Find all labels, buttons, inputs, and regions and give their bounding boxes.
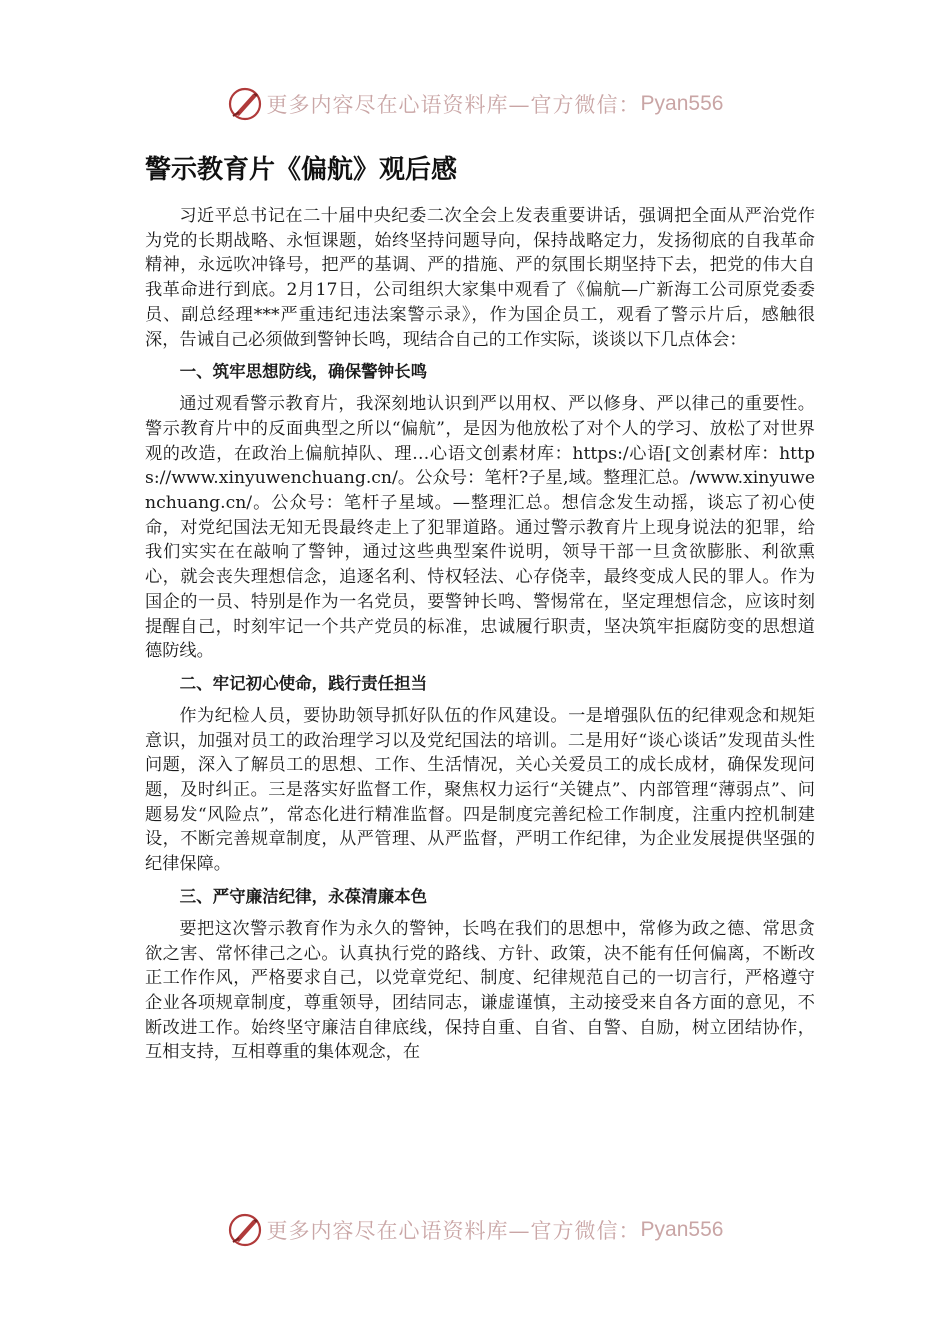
- quill-logo-icon: [227, 86, 263, 122]
- section-body-2: 作为纪检人员，要协助领导抓好队伍的作风建设。一是增强队伍的纪律观念和规矩意识，加强对员工的政治理学习以及党纪国法的培训。二是用好“谈心谈话”发现苗头性问题，深入了解员工的思想、工作、生活情况，关心关爱员工的成长成材，确保发现问题，及时纠正。三是落实好监督工作，聚焦权力运行“关键点”、内部管理“薄弱点”、问题易发“风险点”，常态化进行精准监督。四是制度完善纪检工作制度，注重内控机制建设，不断完善规章制度，从严管理、从严监督，严明工作纪律，为企业发展提供坚强的纪律保障。: [145, 705, 815, 875]
- section-heading-3: 三、严守廉洁纪律，永葆清廉本色: [179, 886, 428, 906]
- banner-text: 更多内容尽在心语资料库—官方微信：: [266, 93, 641, 117]
- document-body: [145, 150, 815, 1065]
- section-heading-2: 二、牢记初心使命，践行责任担当: [179, 673, 428, 693]
- banner-wechat-id: Pyan556: [640, 92, 724, 115]
- intro-paragraph: 习近平总书记在二十届中央纪委二次全会上发表重要讲话，强调把全面从严治党作为党的长期战略、永恒课题，始终坚持问题导向，保持战略定力，发扬彻底的自我革命精神，永远吹冲锋号，把严的基调、严的措施、严的氛围长期坚持下去，把党的伟大自我革命进行到底。2月17日，公司组织大家集中观看了《偏航—广新海工公司原党委委员、副总经理***严重违纪违法案警示录》，作为国企员工，观看了警示片后，感触很深，告诫自己必须做到警钟长鸣，现结合自己的工作实际，谈谈以下几点体会：: [145, 206, 815, 350]
- page-title: 警示教育片《偏航》观后感: [145, 155, 458, 185]
- header-watermark-banner: [0, 82, 950, 126]
- footer-watermark-banner: [0, 1208, 950, 1252]
- banner-wechat-id: Pyan556: [640, 1218, 724, 1241]
- section-body-3: 要把这次警示教育作为永久的警钟，长鸣在我们的思想中，常修为政之德、常思贪欲之害、常怀律己之心。认真执行党的路线、方针、政策，决不能有任何偏离，不断改正工作作风，严格要求自己，以党章党纪、制度、纪律规范自己的一切言行，严格遵守企业各项规章制度，尊重领导，团结同志，谦虚谨慎，主动接受来自各方面的意见，不断改进工作。始终坚守廉洁自律底线，保持自重、自省、自警、自励，树立团结协作，互相支持，互相尊重的集体观念，在: [145, 918, 815, 1063]
- section-body-1: 通过观看警示教育片，我深刻地认识到严以用权、严以修身、严以律己的重要性。警示教育片中的反面典型之所以“偏航”，是因为他放松了对个人的学习、放松了对世界观的改造，在政治上偏航掉队、理…心语文创素材库：https:/心语[文创素材库：https://www.xinyuwenchuang.cn/。公众号：笔杆?子星,域。整理汇总。/www.xinyuwenchuang.cn/。公众号：笔杆子星域。—整理汇总。想信念发生动摇，谈忘了初心使命，对党纪国法无知无畏最终走上了犯罪道路。通过警示教育片上现身说法的犯罪，给我们实实在在敲响了警钟，通过这些典型案件说明，领导干部一旦贪欲膨胀、利欲熏心，就会丧失理想信念，追逐名利、恃权轻法、心存侥幸，最终变成人民的罪人。作为国企的一员、特别是作为一名党员，要警钟长鸣、警惕常在，坚定理想信念，应该时刻提醒自己，时刻牢记一个共产党员的标准，忠诚履行职责，坚决筑牢拒腐防变的思想道德防线。: [145, 394, 815, 662]
- section-heading-1: 一、筑牢思想防线，确保警钟长鸣: [179, 362, 428, 382]
- quill-logo-icon: [227, 1212, 263, 1248]
- banner-text: 更多内容尽在心语资料库—官方微信：: [266, 1219, 641, 1243]
